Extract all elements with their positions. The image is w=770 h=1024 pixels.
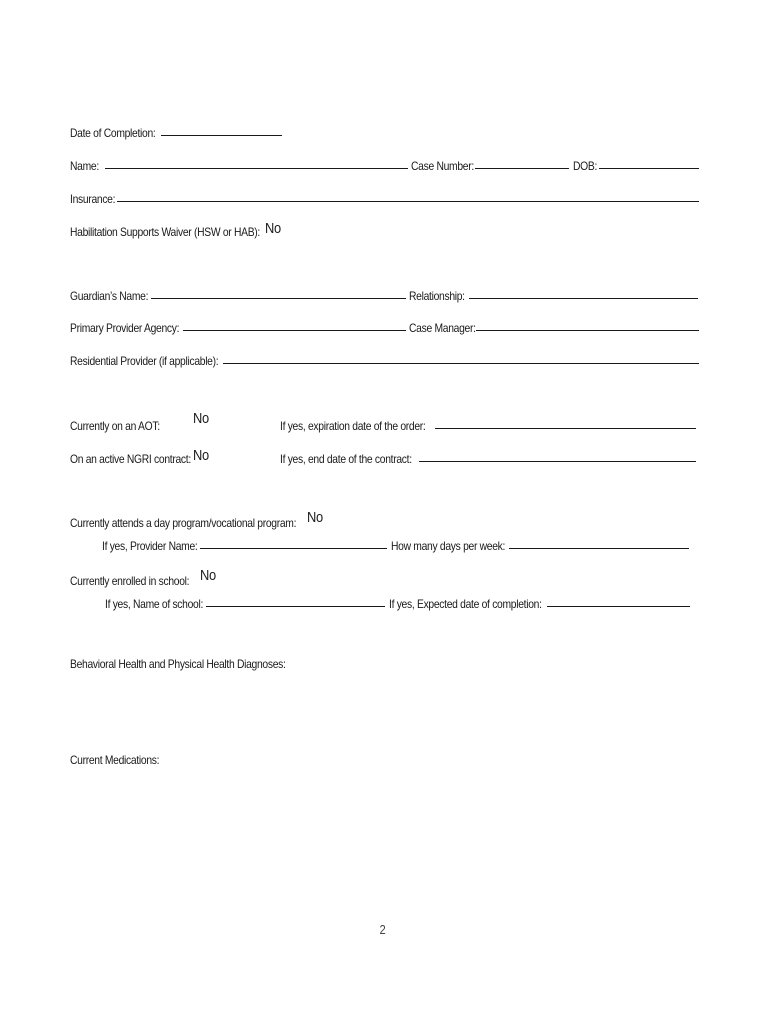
provider-name-row xyxy=(102,537,213,555)
primary-provider-row xyxy=(70,319,197,337)
school-name-field[interactable] xyxy=(206,605,385,607)
primary-provider-field[interactable] xyxy=(183,329,406,331)
ngri-row xyxy=(70,450,211,468)
guardian-row xyxy=(70,287,161,305)
school-name-row xyxy=(105,595,219,613)
aot-row xyxy=(70,417,174,435)
residential-provider-row xyxy=(70,352,242,370)
name-field[interactable] xyxy=(105,167,408,169)
days-per-week-row xyxy=(391,537,524,555)
case-number-field[interactable] xyxy=(475,167,569,169)
ngri-end-row xyxy=(280,450,433,468)
date-of-completion-field[interactable] xyxy=(161,134,282,136)
relationship-row xyxy=(409,287,474,305)
ngri-end-field[interactable] xyxy=(419,460,696,462)
residential-provider-field[interactable] xyxy=(223,362,699,364)
diagnoses-field[interactable] xyxy=(70,676,700,746)
case-number-label: Case Number: xyxy=(411,159,474,173)
case-number-row xyxy=(411,157,484,175)
name-label: Name: xyxy=(70,159,99,173)
date-of-completion-label: Date of Completion: xyxy=(70,126,156,140)
dob-row xyxy=(573,157,601,175)
aot-expiration-row xyxy=(280,417,449,435)
expected-completion-row xyxy=(389,595,567,613)
ngri-label: On an active NGRI contract: xyxy=(70,452,191,466)
hab-waiver-row xyxy=(70,223,291,241)
hab-waiver-value[interactable]: No xyxy=(265,220,281,237)
days-per-week-label: How many days per week: xyxy=(391,539,506,553)
dob-field[interactable] xyxy=(599,167,699,169)
diagnoses-row xyxy=(70,655,321,673)
relationship-field[interactable] xyxy=(469,297,698,299)
case-manager-field[interactable] xyxy=(476,329,699,331)
day-program-row xyxy=(70,514,333,532)
page-number: 2 xyxy=(379,922,386,937)
aot-label: Currently on an AOT: xyxy=(70,419,160,433)
day-program-label: Currently attends a day program/vocational program: xyxy=(70,516,297,530)
residential-provider-label: Residential Provider (if applicable): xyxy=(70,354,219,368)
case-manager-row xyxy=(409,319,487,337)
guardian-name-field[interactable] xyxy=(151,297,406,299)
school-name-label: If yes, Name of school: xyxy=(105,597,204,611)
provider-name-field[interactable] xyxy=(200,547,387,549)
primary-provider-label: Primary Provider Agency: xyxy=(70,321,180,335)
expected-completion-label: If yes, Expected date of completion: xyxy=(389,597,542,611)
school-label: Currently enrolled in school: xyxy=(70,574,190,588)
day-program-value[interactable]: No xyxy=(307,509,323,526)
ngri-end-label: If yes, end date of the contract: xyxy=(280,452,412,466)
school-value[interactable]: No xyxy=(200,567,216,584)
insurance-row xyxy=(70,190,123,208)
medications-label: Current Medications: xyxy=(70,753,160,767)
diagnoses-label: Behavioral Health and Physical Health Diagnoses: xyxy=(70,657,286,671)
medications-field[interactable] xyxy=(70,772,700,902)
medications-row xyxy=(70,751,174,769)
aot-expiration-field[interactable] xyxy=(435,427,696,429)
school-row xyxy=(70,572,209,590)
days-per-week-field[interactable] xyxy=(509,547,689,549)
aot-expiration-label: If yes, expiration date of the order: xyxy=(280,419,426,433)
dob-label: DOB: xyxy=(573,159,598,173)
insurance-label: Insurance: xyxy=(70,192,116,206)
case-manager-label: Case Manager: xyxy=(409,321,476,335)
aot-value[interactable]: No xyxy=(193,410,209,427)
date-of-completion-row xyxy=(70,124,169,142)
relationship-label: Relationship: xyxy=(409,289,465,303)
provider-name-label: If yes, Provider Name: xyxy=(102,539,198,553)
ngri-value[interactable]: No xyxy=(193,447,209,464)
hab-waiver-label: Habilitation Supports Waiver (HSW or HAB): xyxy=(70,225,261,239)
expected-completion-field[interactable] xyxy=(547,605,690,607)
name-row xyxy=(70,157,104,175)
guardian-name-label: Guardian’s Name: xyxy=(70,289,149,303)
insurance-field[interactable] xyxy=(117,200,699,202)
